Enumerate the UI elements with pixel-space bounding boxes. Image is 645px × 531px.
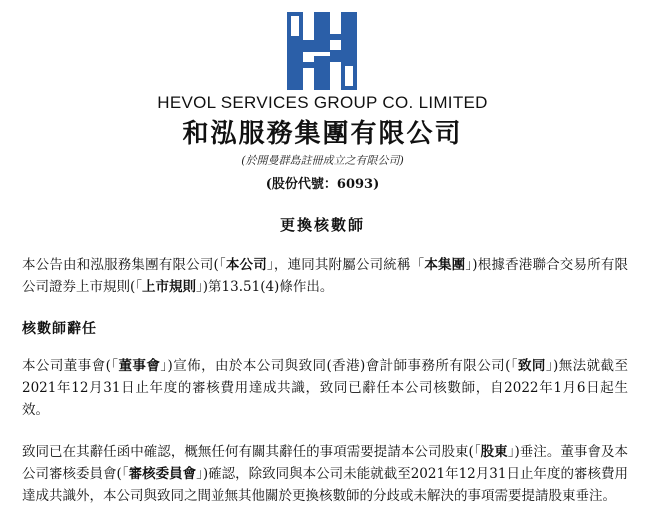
intro-paragraph: 本公告由和泓服務集團有限公司(「本公司」，連同其附屬公司統稱「本集團」)根據香港聯合交易所有限公司證券上市規則(「上市規則」)第13.51(4)條作出。 <box>22 257 629 295</box>
announcement-title: 更換核數師 <box>279 216 365 234</box>
stock-code: (股份代號：6093) <box>265 177 380 192</box>
incorporation-note: (於開曼群島註冊成立之有限公司) <box>241 154 404 167</box>
section-heading: 核數師辭任 <box>22 321 97 337</box>
resignation-paragraph: 本公司董事會(「董事會」)宣佈，由於本公司與致同(香港)會計師事務所有限公司(「致同」)無法就截至2021年12月31日止年度的審核費用達成共識，致同已辭任本公司核數師，自2022年1月6日起生效。 <box>22 358 628 418</box>
company-name-english: HEVOL SERVICES GROUP CO. LIMITED <box>157 93 488 112</box>
company-logo-icon <box>287 12 357 90</box>
company-name-chinese: 和泓服務集團有限公司 <box>182 119 463 149</box>
confirmation-paragraph: 致同已在其辭任函中確認，概無任何有關其辭任的事項需要提請本公司股東(「股東」)垂注。董事會及本公司審核委員會(「審核委員會」)確認，除致同與本公司未能就截至2021年12月31日止年度的審核費用達成共識外，本公司與致同之間並無其他關於更換核數師的分歧或未解決的事項需要提請股東垂注。 <box>22 444 628 504</box>
